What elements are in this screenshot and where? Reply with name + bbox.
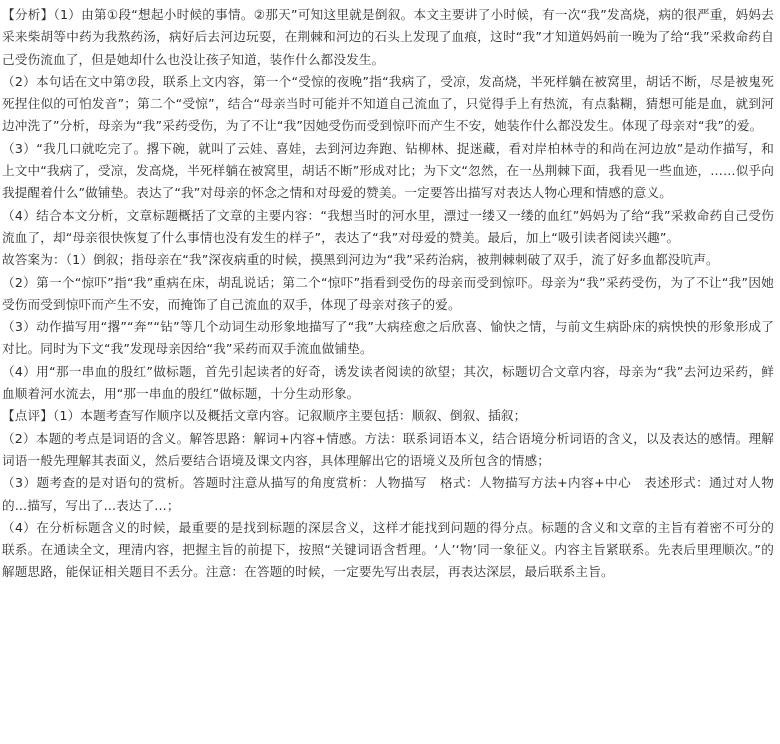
comment-paragraph-2: （2）本题的考点是词语的含义。解答思路：解词+内容+情感。方法：联系词语本义，结合语境分析词语的含义，以及表达的感情。理解词语一般先理解其表面义，然后要结合语境及课文内容，具体理解出它的语境义及所包含的情感； [2,430,774,468]
answer-paragraph-2: （2）第一个“惊吓”指“我”重病在床，胡乱说话；第二个“惊吓”指看到受伤的母亲而受到惊吓。母亲为“我”采药受伤，为了不让“我”因她受伤而受到惊吓而产生不安，而掩饰了自己流血的双手，体现了母亲对孩子的爱。 [2,274,774,312]
analysis-paragraph-1: 【分析】（1）由第①段“想起小时候的事情。②那天”可知这里就是倒叙。本文主要讲了小时候，有一次“我”发高烧，病的很严重，妈妈去采来柴胡等中药为我熬药汤，病好后去河边玩耍，在荆棘和河边的石头上发现了血痕，这时“我”才知道妈妈前一晚为了给“我”采救命药自己受伤流血了，但是她却什么也没让孩子知道，装作什么都没发生。 [2,7,774,67]
answer-paragraph-4: （4）用“那一串血的殷红”做标题，首先引起读者的好奇，诱发读者阅读的欲望；其次，标题切合文章内容，母亲为“我”去河边采药，鲜血顺着河水流去，用“那一串血的殷红”做标题，十分生动形象。 [2,363,774,402]
answer-paragraph-1: 故答案为：（1）倒叙；指母亲在“我”深夜病重的时候，摸黑到河边为“我”采药治病，被荆棘刺破了双手，流了好多血都没吭声。 [2,252,719,268]
analysis-paragraph-2: （2）本句话在文中第⑦段，联系上文内容，第一个“受惊的夜晚”指“我病了，受凉，发高烧，半死样躺在被窝里，胡话不断，尽是被鬼死死捏住似的可怕发音”；第二个“受惊”，结合“母亲当时可能并不知道自己流血了，只觉得手上有热流，有点黏糊，猜想可能是血，就到河边冲洗了”分析，母亲为“我”采药受伤，为了不让“我”因她受伤而受到惊吓而产生不安，她装作什么都没发生。体现了母亲对“我”的爱。 [2,73,774,134]
comment-paragraph-1: 【点评】（1）本题考查写作顺序以及概括文章内容。记叙顺序主要包括：顺叙、倒叙、插叙； [2,408,527,424]
analysis-paragraph-4: （4）结合本文分析，文章标题概括了文章的主要内容：“我想当时的河水里，漂过一缕又一缕的血红”妈妈为了给“我”采救命药自己受伤流血了，却“母亲很快恢复了什么事情也没有发生的样子”，表达了“我”对母爱的赞美。最后，加上“吸引读者阅读兴趣”。 [2,207,774,245]
comment-paragraph-4: （4）在分析标题含义的时候，最重要的是找到标题的深层含义，这样才能找到问题的得分点。标题的含义和文章的主旨有着密不可分的联系。在通读全文，理清内容，把握主旨的前提下，按照“关键词语含哲理。‘人’‘物’同一象征义。内容主旨紧联系。先表后里理顺次。”的解题思路，能保证相关题目不丢分。注意：在答题的时候，一定要先写出表层，再表达深层，最后联系主旨。 [2,519,774,580]
comment-paragraph-3: （3）题考查的是对语句的赏析。答题时注意从描写的角度赏析：人物描写 格式：人物描写方法+内容+中心 表述形式：通过对人物的...描写，写出了...表达了...； [2,475,774,513]
analysis-paragraph-3: （3）“我几口就吃完了。撂下碗，就叫了云娃、喜娃，去到河边奔跑、钻柳林、捉迷藏，看对岸柏林寺的和尚在河边放”是动作描写，和上文中“我病了，受凉，发高烧，半死样躺在被窝里，胡话不断”形成对比；为下文“忽然，在一丛荆棘下面，我看见一些血迹，……似乎向我提醒着什么”做铺垫。表达了“我”对母亲的怀念之情和对母爱的赞美。一定要答出描写对表达人物心理和情感的意义。 [2,140,774,201]
answer-paragraph-3: （3）动作描写用“撂”“奔”“钻”等几个动词生动形象地描写了“我”大病痊愈之后欣喜、愉快之情，与前文生病卧床的病怏怏的形象形成了对比。同时为下文“我”发现母亲因给“我”采药而双手流血做铺垫。 [2,319,774,357]
